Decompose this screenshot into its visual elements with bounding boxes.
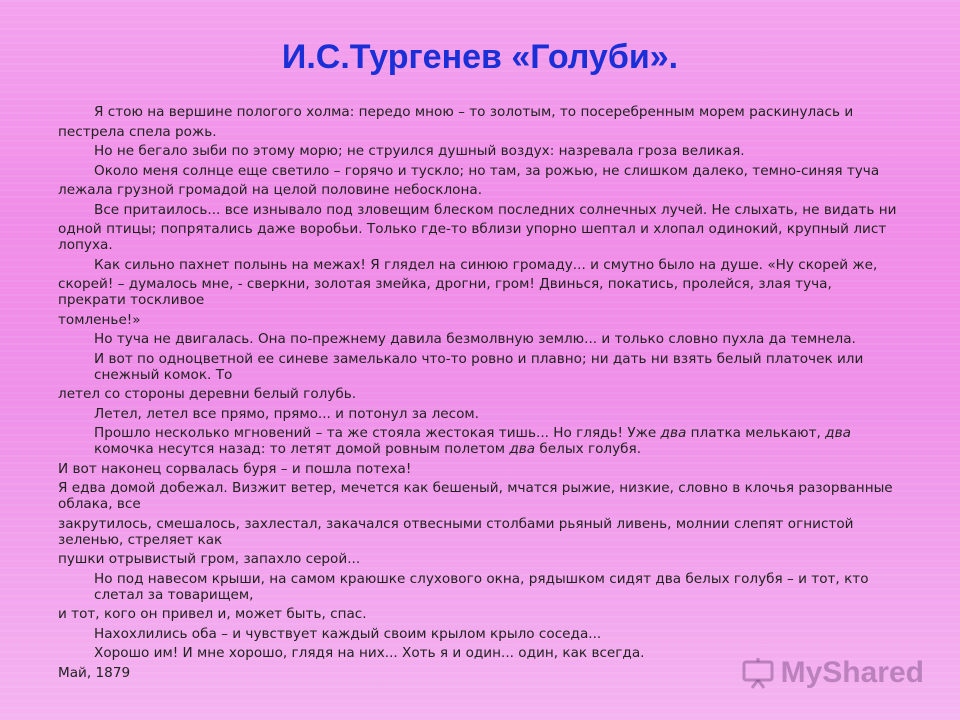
paragraph-text: и тот, кого он привел и, может быть, спас. <box>58 606 367 622</box>
paragraph-text: платка мелькают, <box>686 425 826 441</box>
emphasis-text: два <box>660 425 687 441</box>
paragraph <box>58 331 898 347</box>
paragraph-text: Я едва домой добежал. Визжит ветер, мечется как бешеный, мчатся рыжие, низкие, словно в клочья разорванные облака, все <box>58 480 893 512</box>
paragraph <box>58 182 898 198</box>
paragraph-text: пушки отрывистый гром, запахло серой... <box>58 551 361 567</box>
paragraph <box>58 551 898 567</box>
paragraph-text: закрутилось, смешалось, захлестал, закачался отвесными столбами рьяный ливень, молнии слепят огнистой зеленью, стреляет как <box>58 515 854 548</box>
paragraph <box>58 202 898 218</box>
paragraph-text: Прошло несколько мгновений – та же стояла жестокая тишь... Но глядь! Уже <box>94 425 661 441</box>
paragraph <box>58 312 898 328</box>
paragraph-text: летел со стороны деревни белый голубь. <box>58 386 357 402</box>
paragraph <box>58 571 898 603</box>
paragraph <box>58 124 898 140</box>
paragraph-text: одной птицы; попрятались даже воробьи. Только где-то вблизи упорно шептал и хлопал одинокий, крупный лист лопуха. <box>58 221 887 253</box>
presentation-board-icon <box>741 656 775 690</box>
paragraph-text: лежала грузной громадой на целой половине небосклона. <box>58 182 483 198</box>
story-text <box>58 104 898 684</box>
paragraph <box>58 221 898 253</box>
paragraph-text: комочка несутся назад: то летят домой ровным полетом <box>94 441 510 457</box>
emphasis-text: два <box>825 425 851 441</box>
paragraph-text: томленье!» <box>58 311 141 328</box>
paragraph <box>58 425 898 457</box>
paragraph <box>58 606 898 622</box>
paragraph-text: И вот по одноцветной ее синеве замелькало что-то ровно и плавно; ни дать ни взять белый платочек или снежный комок. То <box>94 350 864 383</box>
paragraph-text: Я стою на вершине пологого холма: передо мною – то золотым, то посеребренным морем раскинулась и <box>94 104 854 120</box>
paragraph-text: скорей! – думалось мне, - сверкни, золотая змейка, дрогни, гром! Двинься, покатись, пролейся, злая туча, прекрати тоскливое <box>58 276 832 308</box>
paragraph-text: Летел, летел все прямо, прямо... и потонул за лесом. <box>94 405 480 422</box>
paragraph-text: Но не бегало зыби по этому морю; не струился душный воздух: назревала гроза великая. <box>94 143 745 159</box>
paragraph <box>58 351 898 383</box>
paragraph <box>58 461 898 477</box>
paragraph <box>58 276 898 308</box>
paragraph <box>58 386 898 402</box>
paragraph <box>58 163 898 179</box>
paragraph-text: Хорошо им! И мне хорошо, глядя на них... Хоть я и один... один, как всегда. <box>94 645 645 661</box>
paragraph <box>58 516 898 548</box>
paragraph-text: Но под навесом крыши, на самом краюшке слухового окна, рядышком сидят два белых голубя – и тот, кто слетал за товарищем, <box>94 570 869 603</box>
watermark-text: MyShared <box>780 656 924 689</box>
emphasis-text: два <box>509 441 536 457</box>
paragraph-text: Нахохлились оба – и чувствует каждый своим крылом крыло соседа... <box>94 625 602 642</box>
paragraph <box>58 143 898 159</box>
watermark-logo <box>741 656 924 690</box>
paragraph-text: Все притаилось... все изнывало под зловещим блеском последних солнечных лучей. Не слыхать, не видать ни <box>94 201 897 218</box>
paragraph-text: белых голубя. <box>535 441 642 457</box>
paragraph-text: И вот наконец сорвалась буря – и пошла потеха! <box>58 460 412 477</box>
paragraph <box>58 104 898 120</box>
paragraph <box>58 257 898 273</box>
paragraph-text: Май, 1879 <box>58 664 131 681</box>
paragraph-text: Но туча не двигалась. Она по-прежнему давила безмолвную землю... и только словно пухла да темнела. <box>94 331 856 347</box>
paragraph-text: Как сильно пахнет полынь на межах! Я глядел на синюю громаду... и смутно было на душе. «Ну скорей же, <box>94 256 878 273</box>
paragraph <box>58 626 898 642</box>
page-title: И.С.Тургенев «Голуби». <box>281 38 679 76</box>
paragraph-text: Около меня солнце еще светило – горячо и тускло; но там, за рожью, не слишком далеко, темно-синяя туча <box>94 162 880 179</box>
paragraph <box>58 480 898 512</box>
paragraph <box>58 406 898 422</box>
paragraph-text: пестрела спела рожь. <box>58 123 217 140</box>
